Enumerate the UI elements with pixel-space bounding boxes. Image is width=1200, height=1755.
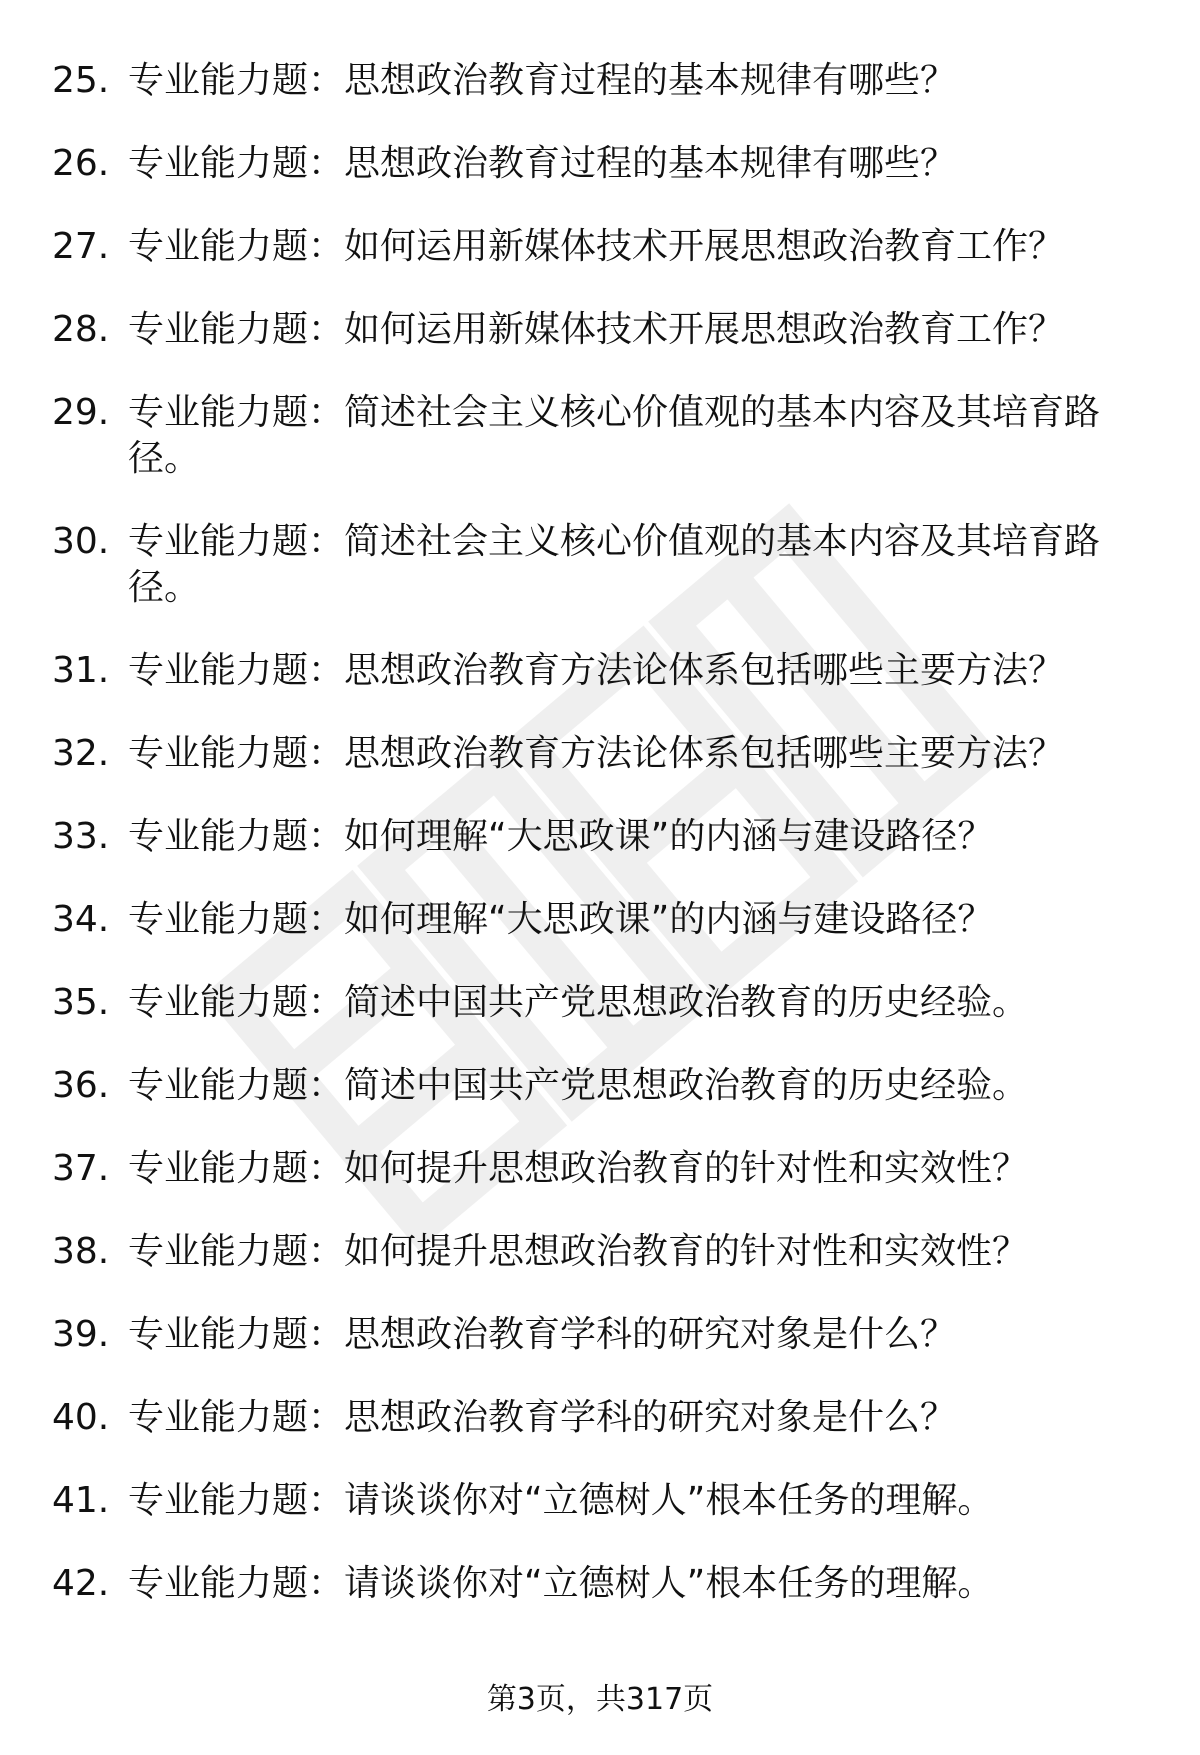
question-body [128,1229,1132,1275]
question-number: 42. [52,1563,110,1604]
question-body [128,731,1132,777]
question-number: 29. [52,392,110,433]
question-body [128,1395,1132,1441]
question-item [52,141,1132,187]
question-category: 专业能力题 [128,1480,309,1521]
question-separator: ： [308,60,345,101]
question-body [128,897,1132,943]
question-item [52,224,1132,270]
question-text: 简述社会主义核心价值观的基本内容及其培育路径。 [128,392,1101,479]
question-separator: ： [308,309,345,350]
question-text: 思想政治教育方法论体系包括哪些主要方法？ [344,733,1065,774]
question-body [128,1312,1132,1358]
question-item [52,1146,1132,1192]
question-item [52,519,1132,611]
question-body [128,307,1132,353]
question-category: 专业能力题 [128,1397,309,1438]
question-text: 如何提升思想政治教育的针对性和实效性？ [344,1231,1029,1272]
question-item [52,731,1132,777]
question-category: 专业能力题 [128,1231,309,1272]
question-category: 专业能力题 [128,1314,309,1355]
question-category: 专业能力题 [128,392,309,433]
question-text: 思想政治教育过程的基本规律有哪些？ [344,143,957,184]
question-body [128,1561,1132,1607]
question-list [52,58,1132,1644]
question-item [52,648,1132,694]
question-category: 专业能力题 [128,816,309,857]
question-separator: ： [308,521,345,562]
question-category: 专业能力题 [128,982,309,1023]
question-text: 简述中国共产党思想政治教育的历史经验。 [344,1065,1029,1106]
question-separator: ： [308,1065,345,1106]
question-body [128,648,1132,694]
question-item [52,1478,1132,1524]
question-item [52,1063,1132,1109]
question-text: 请谈谈你对“立德树人”根本任务的理解。 [344,1480,994,1521]
question-category: 专业能力题 [128,733,309,774]
question-text: 思想政治教育过程的基本规律有哪些？ [344,60,957,101]
question-text: 思想政治教育方法论体系包括哪些主要方法？ [344,650,1065,691]
question-separator: ： [308,650,345,691]
question-body [128,1146,1132,1192]
question-separator: ： [308,143,345,184]
question-separator: ： [308,392,345,433]
question-separator: ： [308,1563,345,1604]
question-body [128,1063,1132,1109]
question-number: 34. [52,899,110,940]
question-separator: ： [308,982,345,1023]
question-number: 40. [52,1397,110,1438]
question-body [128,814,1132,860]
page-indicator: 第3页，共317页 [486,1682,714,1717]
question-item [52,1229,1132,1275]
question-separator: ： [308,226,345,267]
question-category: 专业能力题 [128,521,309,562]
question-number: 35. [52,982,110,1023]
question-category: 专业能力题 [128,1148,309,1189]
question-number: 27. [52,226,110,267]
question-number: 37. [52,1148,110,1189]
question-text: 思想政治教育学科的研究对象是什么？ [344,1314,957,1355]
question-separator: ： [308,1480,345,1521]
question-item [52,58,1132,104]
question-item [52,1312,1132,1358]
question-number: 26. [52,143,110,184]
question-separator: ： [308,1397,345,1438]
question-text: 如何理解“大思政课”的内涵与建设路径？ [344,899,994,940]
question-item [52,307,1132,353]
question-text: 简述社会主义核心价值观的基本内容及其培育路径。 [128,521,1101,608]
question-text: 请谈谈你对“立德树人”根本任务的理解。 [344,1563,994,1604]
question-number: 32. [52,733,110,774]
question-body [128,224,1132,270]
question-number: 36. [52,1065,110,1106]
question-text: 如何提升思想政治教育的针对性和实效性？ [344,1148,1029,1189]
question-number: 38. [52,1231,110,1272]
question-category: 专业能力题 [128,1065,309,1106]
question-category: 专业能力题 [128,650,309,691]
question-category: 专业能力题 [128,226,309,267]
question-separator: ： [308,899,345,940]
question-body [128,141,1132,187]
question-item [52,390,1132,482]
question-text: 简述中国共产党思想政治教育的历史经验。 [344,982,1029,1023]
question-item [52,1561,1132,1607]
question-number: 25. [52,60,110,101]
question-number: 28. [52,309,110,350]
question-number: 33. [52,816,110,857]
question-text: 思想政治教育学科的研究对象是什么？ [344,1397,957,1438]
question-body [128,390,1132,482]
question-body [128,1478,1132,1524]
question-item [52,814,1132,860]
question-category: 专业能力题 [128,899,309,940]
question-category: 专业能力题 [128,60,309,101]
question-body [128,58,1132,104]
question-number: 39. [52,1314,110,1355]
question-body [128,519,1132,611]
question-category: 专业能力题 [128,143,309,184]
question-item [52,897,1132,943]
question-number: 41. [52,1480,110,1521]
question-separator: ： [308,733,345,774]
question-number: 31. [52,650,110,691]
question-separator: ： [308,1314,345,1355]
question-number: 30. [52,521,110,562]
question-text: 如何运用新媒体技术开展思想政治教育工作？ [344,309,1065,350]
question-text: 如何理解“大思政课”的内涵与建设路径？ [344,816,994,857]
question-text: 如何运用新媒体技术开展思想政治教育工作？ [344,226,1065,267]
question-category: 专业能力题 [128,309,309,350]
question-separator: ： [308,1231,345,1272]
question-separator: ： [308,1148,345,1189]
question-item [52,1395,1132,1441]
question-item [52,980,1132,1026]
question-body [128,980,1132,1026]
question-separator: ： [308,816,345,857]
question-category: 专业能力题 [128,1563,309,1604]
